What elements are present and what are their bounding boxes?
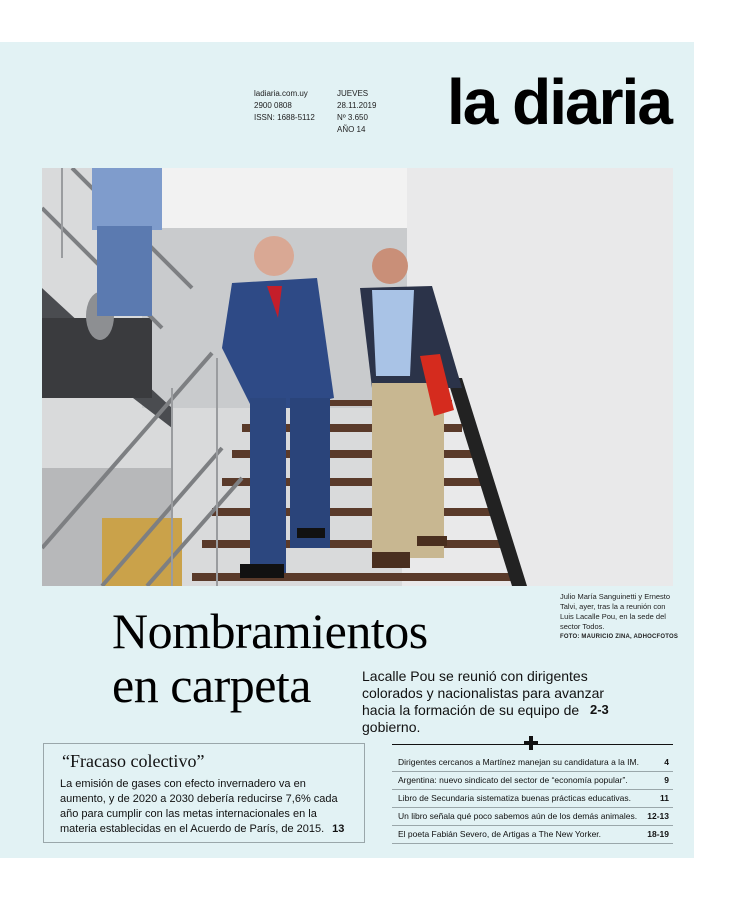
website-text: ladiaria.com.uy [254, 89, 308, 98]
lead-deck [362, 668, 624, 736]
plus-icon [524, 736, 538, 750]
year-text: AÑO 14 [337, 125, 366, 134]
index-item-text: Dirigentes cercanos a Martínez manejan su candidatura a la IM. [398, 757, 639, 767]
phone-text: 2900 0808 [254, 101, 292, 110]
lead-page-ref: 2-3 [590, 702, 609, 717]
deck-text: Lacalle Pou se reunió con dirigentes colorados y nacionalistas para avanzar hacia la formación de su equipo de gobierno. [362, 668, 605, 735]
caption-text: Julio María Sanguinetti y Ernesto Talvi, ayer, tras la a reunión con Luis Lacalle Pou, en la sede del sector Todos. [560, 592, 671, 631]
index-item[interactable] [392, 772, 673, 790]
index-item-page: 18-19 [647, 829, 669, 839]
lead-photo [42, 168, 673, 586]
photo-credit: FOTO: MAURICIO ZINA, ADHOCFOTOS [560, 634, 679, 640]
index-item[interactable] [392, 808, 673, 826]
date-text: 28.11.2019 [337, 101, 377, 110]
issue-text: Nº 3.650 [337, 113, 368, 122]
photo-caption [560, 592, 680, 642]
index-item-page: 9 [664, 775, 669, 785]
index-item-text: Argentina: nuevo sindicato del sector de “economía popular”. [398, 775, 628, 785]
headline-line-1: Nombramientos [112, 603, 428, 659]
masthead-date [337, 88, 376, 136]
weekday-text: JUEVES [337, 89, 369, 98]
sidebar-body-wrap [60, 777, 346, 837]
headline-line-2: en carpeta [112, 657, 312, 713]
index-item-page: 12-13 [647, 811, 669, 821]
sidebar-title: “Fracaso colectivo” [62, 751, 205, 771]
index-item-page: 4 [664, 757, 669, 767]
sidebar-page-ref: 13 [332, 823, 345, 835]
newspaper-logo: la diaria [447, 66, 671, 138]
index-item-text: Un libro señala qué poco sabemos aún de los demás animales. [398, 811, 638, 821]
index-item-text: Libro de Secundaria sistematiza buenas prácticas educativas. [398, 793, 631, 803]
index-item-page: 11 [660, 793, 669, 803]
index-item[interactable] [392, 826, 673, 844]
sidebar-body: La emisión de gases con efecto invernadero va en aumento, y de 2020 a 2030 debería reducirse 7,6% cada año para cumplir con las metas internacionales en la materia establecidas en el Acuerdo de París, de 2015. [60, 778, 338, 835]
index-item-text: El poeta Fabián Severo, de Artigas a The New Yorker. [398, 829, 602, 839]
masthead-contact [254, 88, 315, 124]
index-item[interactable] [392, 790, 673, 808]
sidebar-story[interactable] [43, 743, 365, 843]
index-item[interactable] [392, 754, 673, 772]
issn-text: ISSN: 1688-5112 [254, 113, 315, 122]
